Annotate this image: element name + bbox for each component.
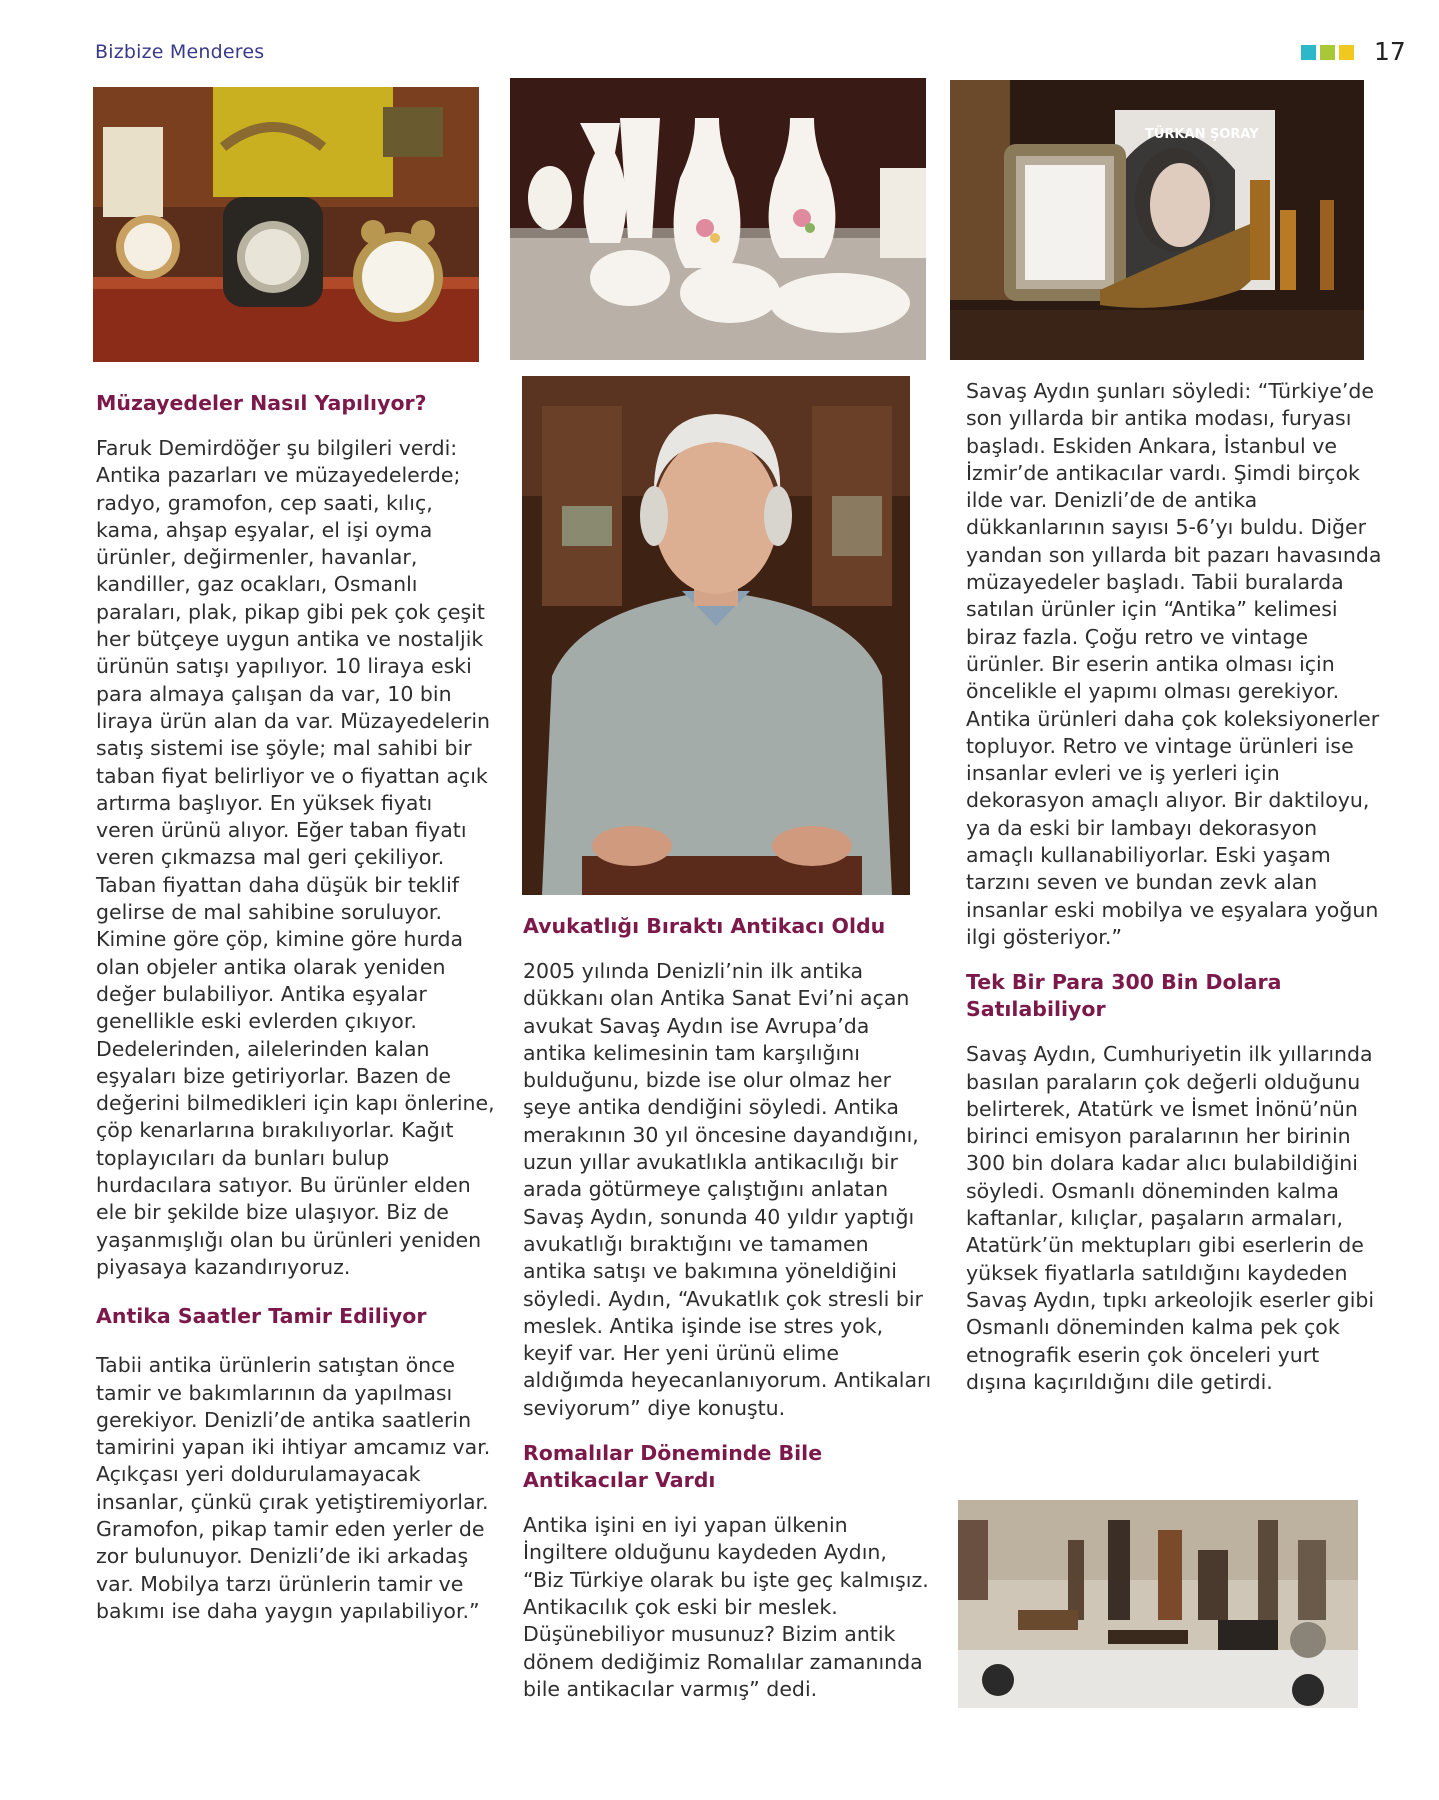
porcelain-vases-photo: [510, 78, 926, 360]
heading-tek-bir-para: Tek Bir Para 300 Bin Dolara Satılabiliyor: [966, 970, 1282, 1022]
header-color-squares: [1301, 45, 1354, 60]
column-1: [96, 390, 496, 1625]
paragraph-faruk-intro: Faruk Demirdöğer şu bilgileri verdi: Antika pazarları ve müzayedelerde; radyo, gramofon, cep saati, kılıç, kama, ahşap eşyalar, el işi oyma ürünler, değirmenler, havanlar, kandiller, gaz ocakları, Osmanlı paraları, plak, pikap gibi pek çok çeşit her bütçeye uygun antika ve nostaljik ürünün satışı yapılıyor. 10 liraya eski para almaya çalışan da var, 10 bin liraya ürün alan da var. Müzayedelerin satış sistemi ise şöyle; mal sahibi bir taban fiyat belirliyor ve o fiyattan açık artırma başlıyor. En yüksek fiyatı veren ürünü alıyor. Eğer taban fiyatı veren çıkmazsa mal geri çekiliyor. Taban fiyattan daha düşük bir teklif gelirse de mal sahibine soruluyor.: [96, 436, 491, 925]
paragraph-ingiltere: Antika işini en iyi yapan ülkenin İngiltere olduğunu kaydeden Aydın, “Biz Türkiye olarak bu işte geç kalmışız. Antikacılık çok eski bir meslek. Düşünebiliyor musunuz? Bizim antik dönem dediğimiz Romalılar zamanında bile antikacılar varmış” dedi.: [523, 1513, 929, 1701]
copper-metalware-photo: [958, 1500, 1358, 1708]
paragraph-tamir: Tabii antika ürünlerin satıştan önce tamir ve bakımlarının da yapılması gerekiyor. Denizli’de antika saatlerin tamirini yapan iki ihtiyar amcamız var. Açıkçası yeri doldurulamayacak insanlar, çünkü çırak yetiştiremiyorlar. Gramofon, pikap tamir eden yerler de zor bulunuyor. Denizli’de iki arkadaş var. Mobilya tarzı ürünlerin tamir ve bakımı ise daha yaygın yapılabiliyor.”: [96, 1353, 491, 1623]
page-number: 17: [1374, 37, 1406, 66]
heading-muzayedeler: Müzayedeler Nasıl Yapılıyor?: [96, 391, 427, 415]
book-cover-title: TÜRKAN ŞORAY: [1145, 127, 1259, 142]
column-3: [966, 378, 1386, 1396]
paragraph-cumhuriyet-paralari: Savaş Aydın, Cumhuriyetin ilk yıllarında basılan paraların çok değerli olduğunu belirterek, Atatürk ve İsmet İnönü’nün birinci emisyon paralarının her birinin 300 bin dolara kadar alıcı bulabildiğini söyledi. Osmanlı döneminden kalma kaftanlar, kılıçlar, paşaların armaları, Atatürk’ün mektupları gibi eserlerin de yüksek fiyatlarla satıldığını kaydeden Savaş Aydın, tıpkı arkeolojik eserler gibi Osmanlı döneminden kalma pek çok etnografik eserin çok önceleri yurt dışına kaçırıldığını dile getirdi.: [966, 1042, 1375, 1394]
frame-and-book-photo: [950, 80, 1364, 360]
paragraph-savas-aydin-intro: 2005 yılında Denizli’nin ilk antika dükkanı olan Antika Sanat Evi’ni açan avukat Savaş Aydın ise Avrupa’da antika kelimesinin tam karşılığını bulduğunu, bizde ise olur olmaz her şeye antika dendiğini söyledi. Antika merakının 30 yıl öncesine dayandığını, uzun yıllar avukatlıkla antikacılığı bir arada götürmeye çalıştığını anlatan Savaş Aydın, sonunda 40 yıldır yaptığı avukatlığı bıraktığını ve tamamen antika satışı ve bakımına yöneldiğini söyledi. Aydın, “Avukatlık çok stresli bir meslek. Antika işinde ise stres yok, keyif var. Her yeni ürünü elime aldığımda heyecanlanıyorum. Antikaları seviyorum” diye konuştu.: [523, 959, 932, 1420]
heading-antika-saatler: Antika Saatler Tamir Ediliyor: [96, 1304, 427, 1329]
antique-clocks-photo: [93, 87, 479, 362]
column-2: [523, 913, 933, 1703]
magazine-title: Bizbize Menderes: [95, 41, 265, 63]
heading-romalilar: Romalılar Döneminde Bile Antikacılar Vardı: [523, 1441, 823, 1493]
accent-square-yellow: [1339, 45, 1354, 60]
portrait-photo: [522, 376, 910, 895]
paragraph-savas-aydin-quote: Savaş Aydın şunları söyledi: “Türkiye’de son yıllarda bir antika modası, furyası başladı. Eskiden Ankara, İstanbul ve İzmir’de antikacılar vardı. Şimdi birçok ilde var. Denizli’de de antika dükkanlarının sayısı 5-6’yı buldu. Diğer yandan son yıllarda bit pazarı havasında müzayedeler başladı. Tabii buralarda satılan ürünler için “Antika” kelimesi biraz fazla. Çoğu retro ve vintage ürünler. Bir eserin antika olması için öncelikle el yapımı olması gerekiyor. Antika ürünleri daha çok koleksiyonerler topluyor. Retro ve vintage ürünleri ise insanlar evleri ve iş yerleri için dekorasyon amaçlı alıyor. Bir daktiloyu, ya da eski bir lambayı dekorasyon amaçlı kullanabiliyorlar. Eski yaşam tarzını seven ve bundan zevk alan insanlar eski mobilya ve eşyalara yoğun ilgi gösteriyor.”: [966, 379, 1382, 949]
accent-square-cyan: [1301, 45, 1316, 60]
accent-square-green: [1320, 45, 1335, 60]
paragraph-cop-hurda: Kimine göre çöp, kimine göre hurda olan objeler antika olarak yeniden değer bulabiliyor. Antika eşyalar genellikle eski evlerden çıkıyor. Dedelerinden, ailelerinden kalan eşyaları bize getiriyorlar. Bazen de değerini bilmedikleri için kapı önlerine, çöp kenarlarına bırakılıyorlar. Kağıt toplayıcıları da bunları bulup hurdacılara satıyor. Bu ürünler elden ele bir şekilde bize ulaşıyor. Biz de yaşanmışlığı olan bu ürünleri yeniden piyasaya kazandırıyoruz.: [96, 927, 495, 1279]
heading-avukatlik: Avukatlığı Bıraktı Antikacı Oldu: [523, 914, 886, 938]
